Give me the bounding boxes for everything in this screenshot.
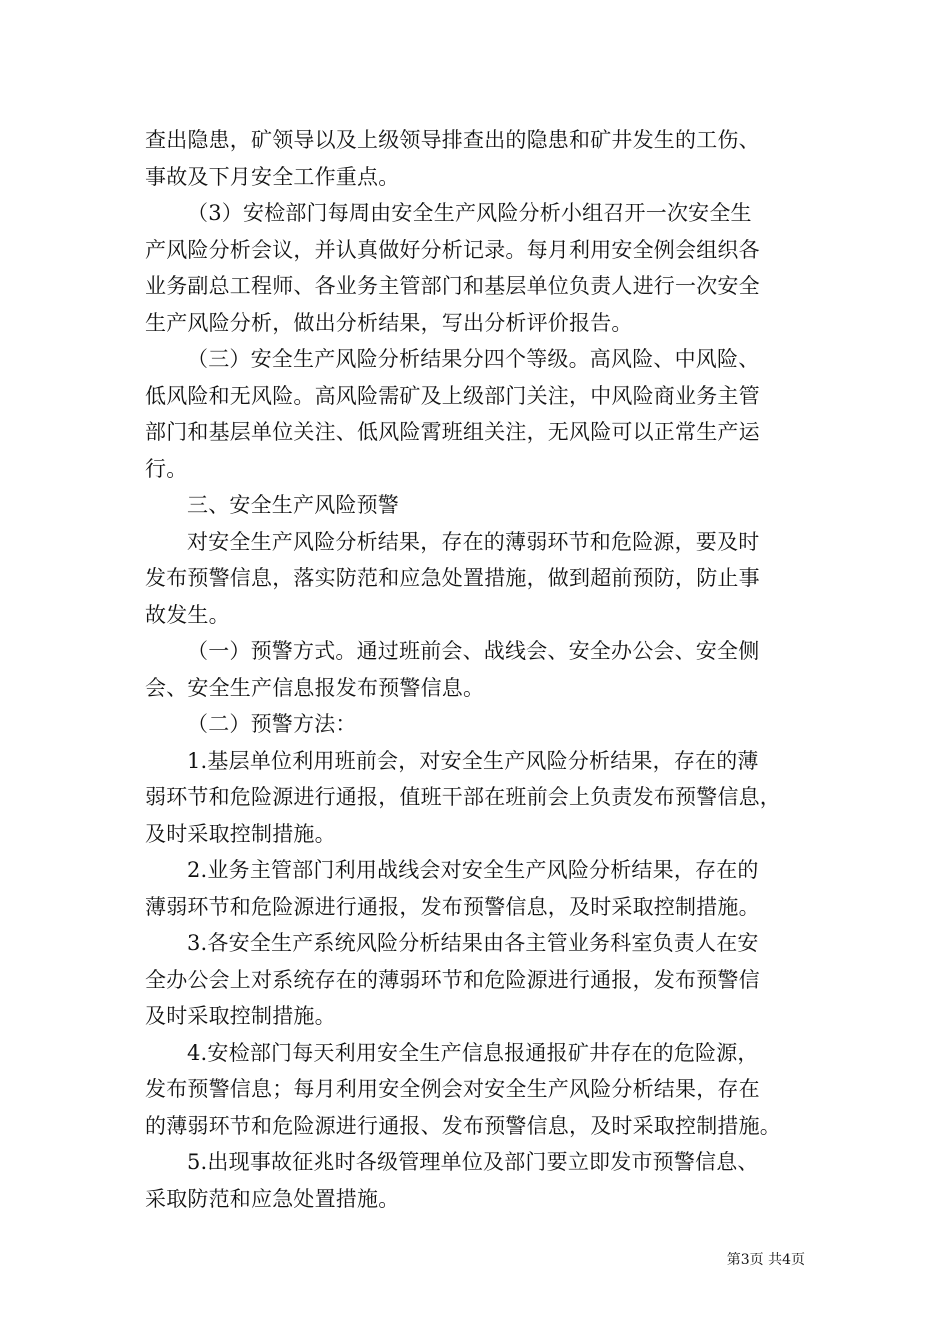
text-line: 弱环节和危险源进行通报，值班干部在班前会上负责发布预警信息， xyxy=(145,785,781,809)
text-line: （3）安检部门每周由安全生产风险分析小组召开一次安全生 xyxy=(187,201,752,225)
page-number: 第3页 共4页 xyxy=(726,1252,805,1268)
text-line: 部门和基层单位关注、低风险霄班组关注，无风险可以正常生产运 xyxy=(145,420,760,444)
text-line: 全办公会上对系统存在的薄弱环节和危险源进行通报，发布预警信 xyxy=(145,967,760,992)
text-line: 查出隐患，矿领导以及上级领导排查出的隐患和矿井发生的工伤、 xyxy=(145,128,760,152)
text-line: 低风险和无风险。高风险需矿及上级部门关注，中风险商业务主管 xyxy=(145,383,760,408)
document-body xyxy=(145,122,807,1217)
text-line: 故发生。 xyxy=(145,602,230,627)
text-line: （二）预警方法： xyxy=(187,712,357,736)
text-line: （三）安全生产风险分析结果分四个等级。高风险、中风险、 xyxy=(187,347,760,371)
text-line: 5.出现事故征兆时各级管理单位及部门要立即发市预警信息、 xyxy=(187,1150,759,1174)
text-line: 1.基层单位利用班前会，对安全生产风险分析结果，存在的薄 xyxy=(187,748,759,773)
text-line: 业务副总工程师、各业务主管部门和基层单位负责人进行一次安全 xyxy=(145,274,760,298)
text-line: 及时采取控制措施。 xyxy=(145,821,336,846)
text-line: 产风险分析会议，并认真做好分析记录。每月利用安全例会组织各 xyxy=(145,237,760,262)
text-line: 行。 xyxy=(145,456,188,481)
text-line: 会、安全生产信息报发布预警信息。 xyxy=(145,675,485,700)
text-line: 发布预警信息；每月利用安全例会对安全生产风险分析结果，存在 xyxy=(145,1077,760,1101)
text-line: 事故及下月安全工作重点。 xyxy=(145,164,400,189)
text-line: 三、安全生产风险预警 xyxy=(187,493,399,517)
text-line: 薄弱环节和危险源进行通报，发布预警信息，及时采取控制措施。 xyxy=(145,894,760,919)
text-line: 及时采取控制措施。 xyxy=(145,1004,336,1028)
text-line: 采取防范和应急处置措施。 xyxy=(145,1186,400,1211)
text-line: 发布预警信息，落实防范和应急处置措施，做到超前预防，防止事 xyxy=(145,566,760,590)
text-line: 对安全生产风险分析结果，存在的薄弱环节和危险源，要及时 xyxy=(187,529,760,554)
text-line: 3.各安全生产系统风险分析结果由各主管业务科室负责人在安 xyxy=(187,931,759,955)
text-line: 4.安检部门每天利用安全生产信息报通报矿井存在的危险源， xyxy=(187,1040,759,1065)
text-line: 2.业务主管部门利用战线会对安全生产风险分析结果，存在的 xyxy=(187,858,759,882)
text-line: 生产风险分析，做出分析结果，写出分析评价报告。 xyxy=(145,310,633,335)
text-line: （一）预警方式。通过班前会、战线会、安全办公会、安全侧 xyxy=(187,639,760,663)
text-line: 的薄弱环节和危险源进行通报、发布预警信息，及时采取控制措施。 xyxy=(145,1113,781,1138)
